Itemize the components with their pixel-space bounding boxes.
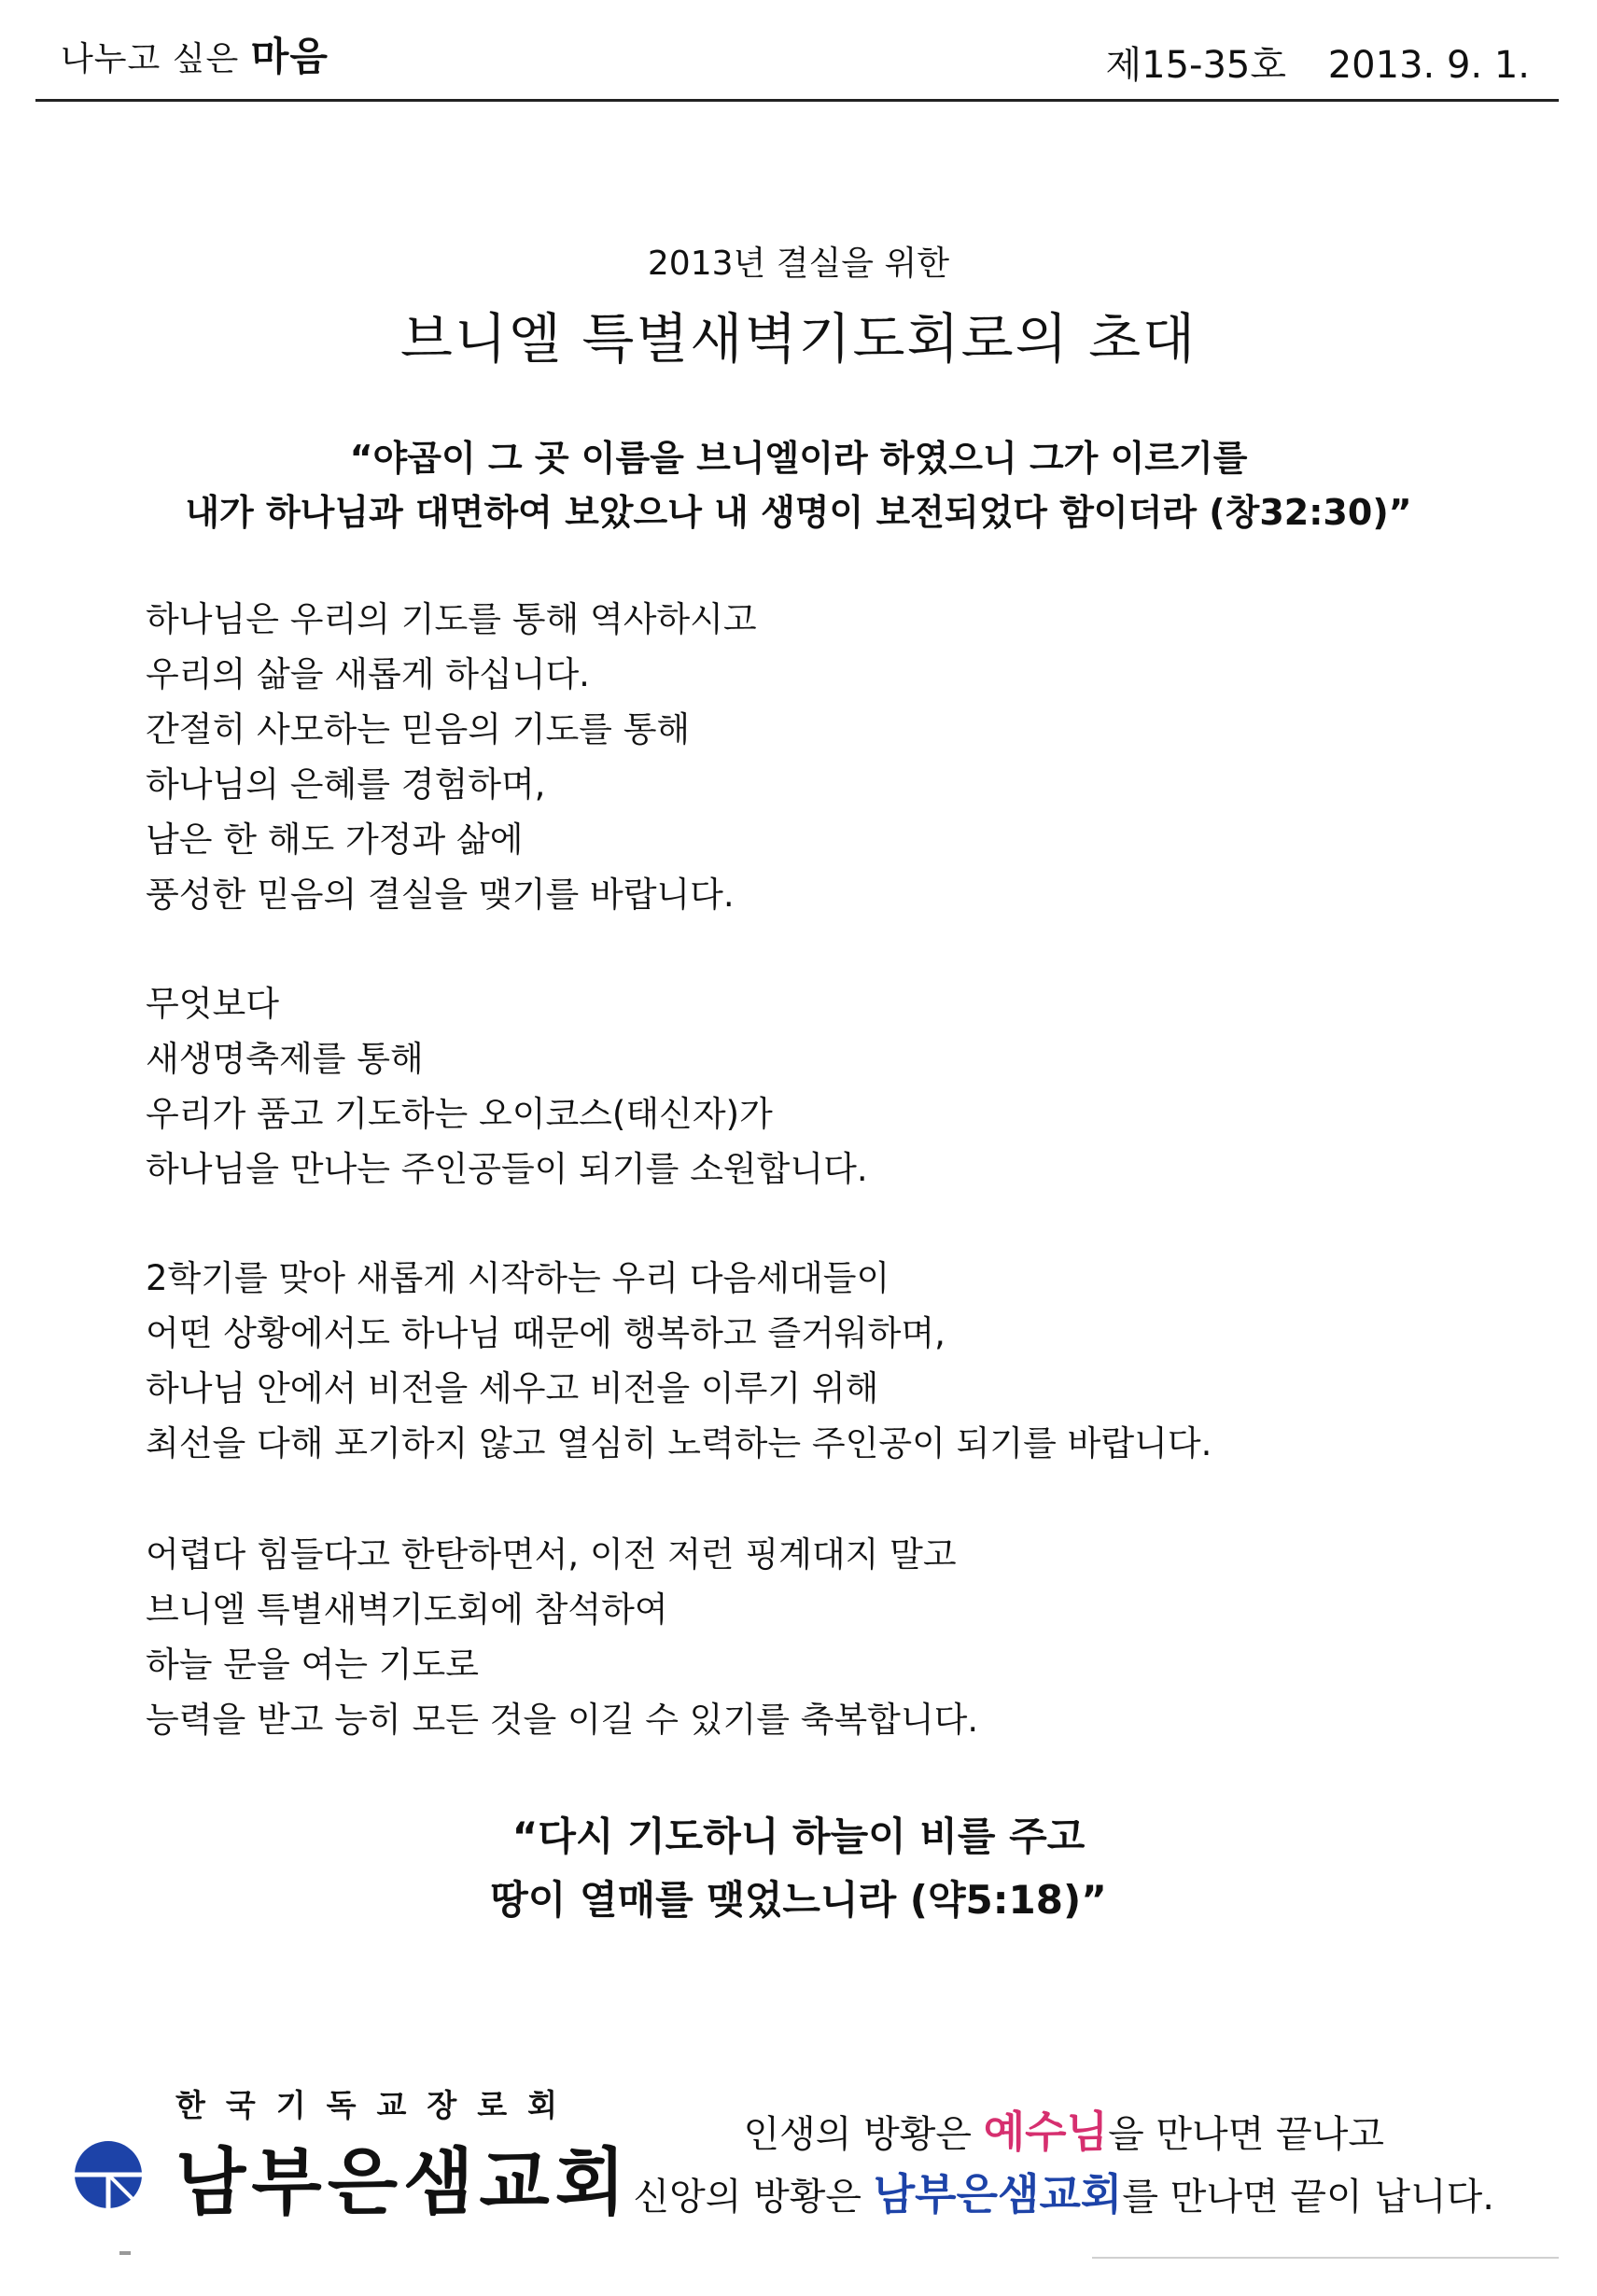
body-line: 하나님을 만나는 주인공들이 되기를 소원합니다. (146, 1149, 868, 1189)
body-line: 하나님의 은혜를 경험하며, (146, 764, 546, 805)
title-main: 브니엘 특별새벽기도회로의 초대 (399, 307, 1198, 371)
body-line: 무엇보다 (146, 984, 279, 1024)
body-line: 간절히 사모하는 믿음의 기도를 통해 (146, 709, 691, 749)
closing-verse-line: “다시 기도하니 하늘이 비를 주고 (511, 1813, 1086, 1859)
scan-speck (119, 2251, 131, 2255)
opening-verse (0, 431, 1597, 539)
slogan-highlight-church: 남부은샘교회 (873, 2169, 1123, 2219)
church-slogan (633, 2102, 1494, 2227)
bottom-rule (1092, 2257, 1559, 2259)
body-line: 능력을 받고 능히 모든 것을 이길 수 있기를 축복합니다. (146, 1700, 979, 1740)
body-paragraph-4 (146, 1527, 978, 1747)
body-paragraph-2 (146, 976, 868, 1197)
slogan-line-2 (633, 2164, 1494, 2227)
body-paragraph-1 (146, 592, 757, 922)
slogan-highlight-jesus: 예수님 (983, 2107, 1109, 2157)
opening-verse-line: “야곱이 그 곳 이름을 브니엘이라 하였으니 그가 이르기를 (349, 438, 1248, 479)
body-line: 남은 한 해도 가정과 삶에 (146, 819, 524, 860)
body-line: 어렵다 힘들다고 한탄하면서, 이전 저런 핑계대지 말고 (146, 1534, 957, 1575)
slogan-text: 을 만나면 끝나고 (1108, 2113, 1384, 2156)
slogan-text: 를 만나면 끝이 납니다. (1122, 2176, 1494, 2219)
body-line: 하나님 안에서 비전을 세우고 비전을 이루기 위해 (146, 1368, 879, 1408)
body-line: 우리의 삶을 새롭게 하십니다. (146, 654, 590, 694)
closing-verse-line: 땅이 열매를 맺었느니라 (약5:18)” (490, 1877, 1107, 1923)
opening-verse-line: 내가 하나님과 대면하여 보았으나 내 생명이 보전되었다 함이더라 (창32:30)” (185, 492, 1412, 533)
denomination-name: 한국기독교장로회 (175, 2087, 579, 2123)
slogan-text: 신앙의 방황은 (633, 2176, 874, 2219)
body-line: 새생명축제를 통해 (146, 1039, 424, 1079)
series-emphasis: 마음 (250, 34, 329, 79)
body-line: 브니엘 특별새벽기도회에 참석하여 (146, 1589, 668, 1630)
church-logo (71, 2081, 632, 2225)
body-line: 최선을 다해 포기하지 않고 열심히 노력하는 주인공이 되기를 바랍니다. (146, 1423, 1212, 1463)
body-line: 하나님은 우리의 기도를 통해 역사하시고 (146, 599, 757, 639)
title-subtitle: 2013년 결실을 위한 (647, 245, 950, 283)
closing-verse (0, 1805, 1597, 1932)
body-line: 하늘 문을 여는 기도로 (146, 1645, 479, 1685)
issue-date: 2013. 9. 1. (1327, 44, 1530, 87)
issue-number: 제15-35호 (1105, 44, 1286, 87)
slogan-text: 인생의 방황은 (743, 2113, 984, 2156)
body-line: 어떤 상황에서도 하나님 때문에 행복하고 즐거워하며, (146, 1313, 946, 1353)
header-issue-info (1105, 35, 1530, 89)
church-emblem-icon (71, 2137, 146, 2212)
series-prefix: 나누고 싶은 (61, 40, 240, 78)
church-name: 남부은샘교회 (175, 2141, 632, 2225)
body-line: 풍성한 믿음의 결실을 맺기를 바랍니다. (146, 875, 735, 915)
body-line: 2학기를 맞아 새롭게 시작하는 우리 다음세대들이 (146, 1258, 890, 1298)
slogan-line-1 (633, 2102, 1494, 2164)
header-rule (35, 99, 1559, 102)
body-line: 우리가 품고 기도하는 오이코스(태신자)가 (146, 1094, 773, 1134)
body-paragraph-3 (146, 1251, 1212, 1471)
header-series (61, 26, 329, 82)
